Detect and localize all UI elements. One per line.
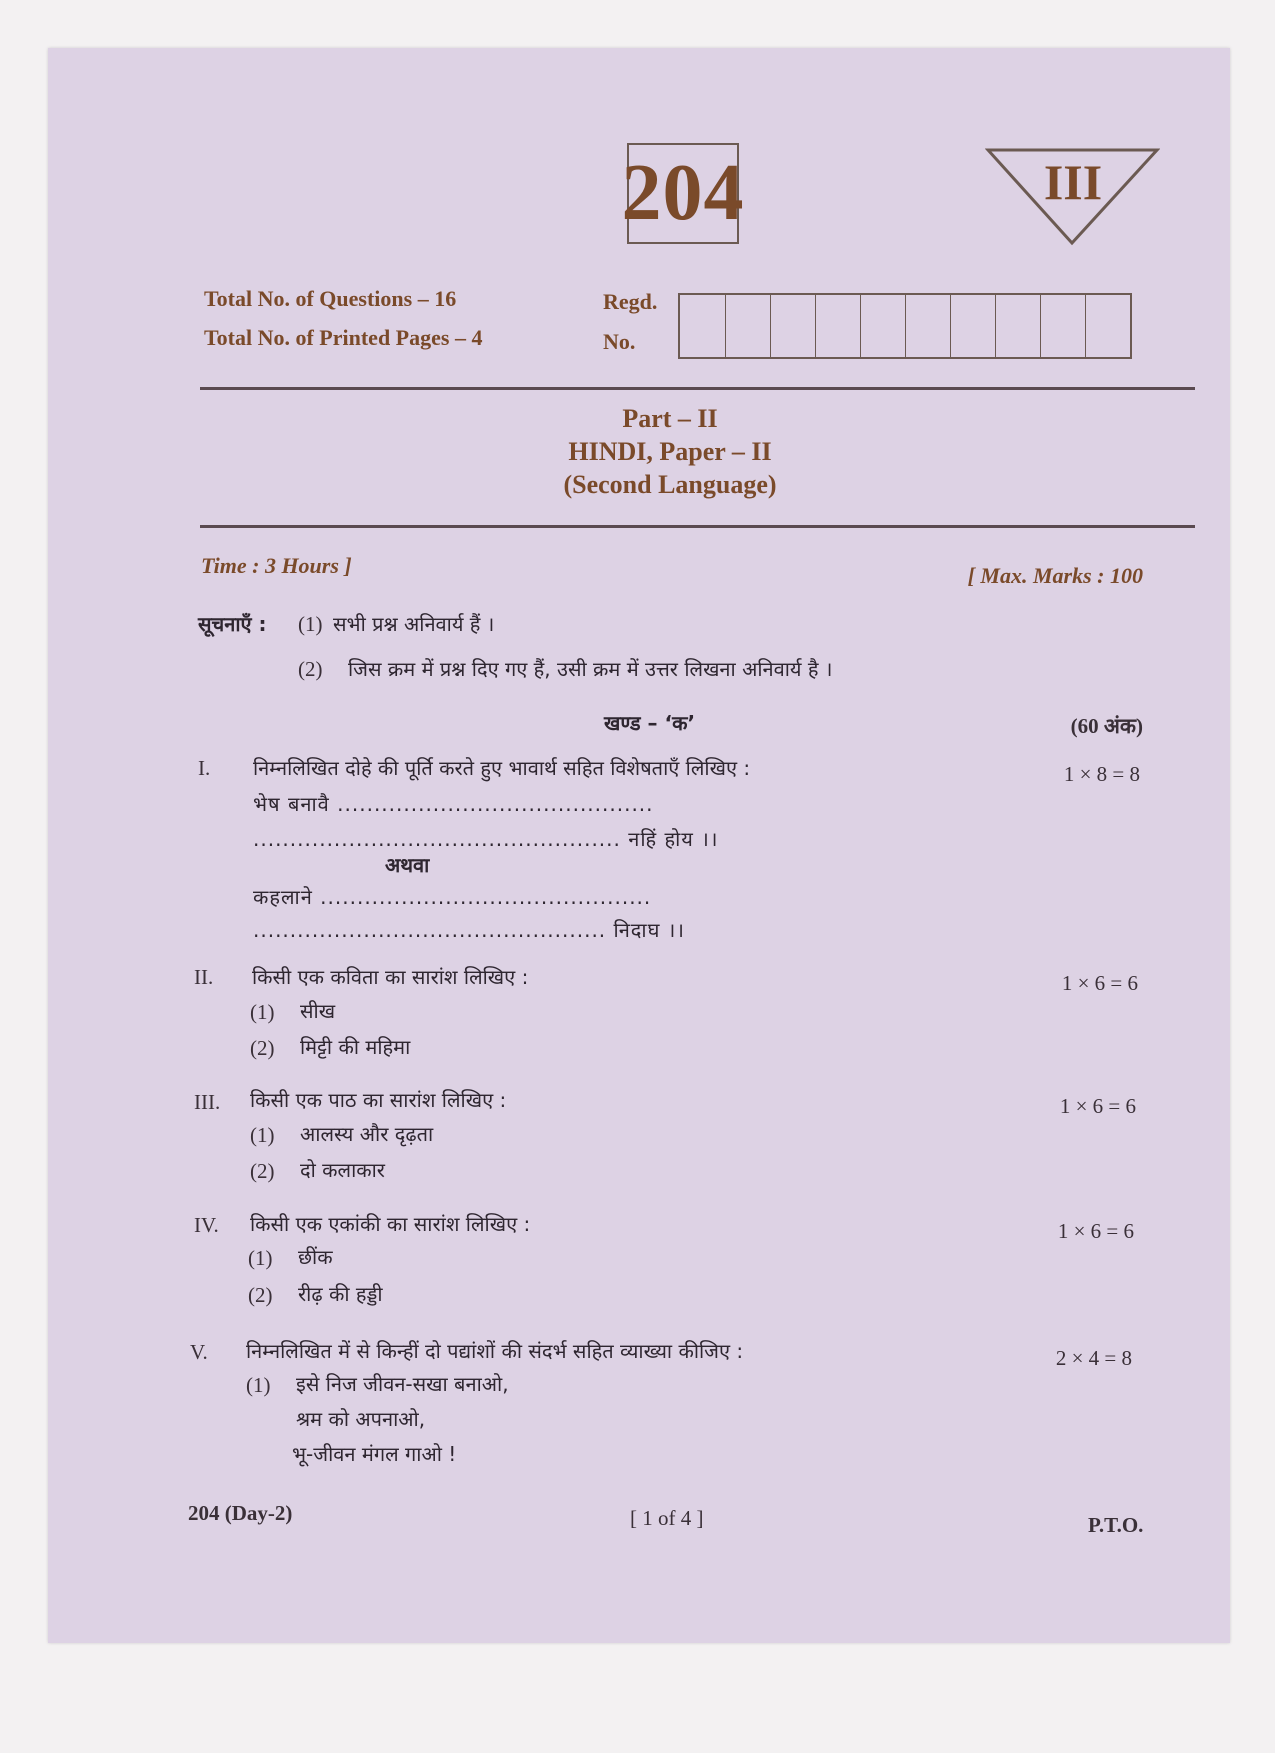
title-rule: [200, 525, 1195, 528]
verse-line: श्रम को अपनाओ,: [296, 1407, 426, 1431]
regd-cell: [1040, 295, 1085, 357]
option-number: (2): [250, 1159, 275, 1183]
option-number: (1): [248, 1246, 273, 1270]
regd-cell: [995, 295, 1040, 357]
paper-code-box: 204: [627, 143, 739, 244]
verse-line: इसे निज जीवन-सखा बनाओ,: [296, 1372, 509, 1396]
regd-number-grid: [678, 293, 1132, 359]
instruction-text: सभी प्रश्न अनिवार्य हैं ।: [333, 612, 495, 636]
verse-line: भू-जीवन मंगल गाओ !: [292, 1442, 457, 1466]
question-text: किसी एक एकांकी का सारांश लिखिए :: [250, 1212, 531, 1236]
option-number: (2): [248, 1283, 273, 1307]
regd-label: Regd.: [603, 289, 658, 314]
option-text: सीख: [300, 999, 336, 1023]
max-marks-label: [ Max. Marks : 100: [967, 563, 1143, 588]
question-number: V.: [190, 1340, 208, 1364]
question-text: निम्नलिखित दोहे की पूर्ति करते हुए भावार्थ सहित विशेषताएँ लिखिए :: [253, 756, 751, 780]
question-text: किसी एक पाठ का सारांश लिखिए :: [250, 1088, 507, 1112]
or-label: अथवा: [385, 853, 430, 877]
regd-cell: [770, 295, 815, 357]
regd-cell: [860, 295, 905, 357]
option-text: मिट्टी की महिमा: [300, 1035, 411, 1059]
option-text: दो कलाकार: [300, 1158, 385, 1182]
option-text: रीढ़ की हड्डी: [298, 1282, 383, 1306]
section-title: खण्ड – ‘क’: [604, 711, 696, 735]
couplet-line: कहलाने .............................................: [253, 885, 652, 909]
question-text: निम्नलिखित में से किन्हीं दो पद्यांशों की संदर्भ सहित व्याख्या कीजिए :: [246, 1339, 744, 1363]
question-number: II.: [194, 965, 214, 989]
page-number: [ 1 of 4 ]: [630, 1506, 704, 1530]
set-label: III: [1043, 154, 1103, 210]
option-number: (1): [250, 1000, 275, 1024]
option-text: छींक: [298, 1245, 333, 1269]
couplet-line: भेष बनावै ...........................................: [253, 792, 654, 816]
regd-cell: [680, 295, 725, 357]
instruction-num: (1): [298, 612, 323, 636]
language-title: (Second Language): [563, 470, 777, 499]
question-number: III.: [194, 1090, 221, 1114]
question-marks: 1 × 6 = 6: [1061, 971, 1138, 995]
regd-cell: [725, 295, 770, 357]
instructions-label: सूचनाएँ :: [198, 612, 267, 636]
question-number: IV.: [194, 1213, 219, 1237]
couplet-line: ................................................ निदाघ ।।: [253, 918, 685, 942]
subject-title: HINDI, Paper – II: [568, 437, 772, 466]
option-number: (1): [246, 1373, 271, 1397]
total-questions: Total No. of Questions – 16: [204, 286, 457, 311]
no-label: No.: [603, 329, 636, 354]
question-text: किसी एक कविता का सारांश लिखिए :: [252, 965, 529, 989]
question-marks: 1 × 6 = 6: [1059, 1094, 1136, 1118]
regd-cell: [905, 295, 950, 357]
option-number: (1): [250, 1123, 275, 1147]
question-marks: 1 × 6 = 6: [1057, 1219, 1134, 1243]
section-marks: (60 अंक): [1070, 714, 1143, 738]
instruction-num: (2): [298, 657, 323, 681]
question-number: I.: [198, 756, 211, 780]
regd-cell: [815, 295, 860, 357]
header-rule: [200, 387, 1195, 390]
option-text: आलस्य और दृढ़ता: [300, 1122, 434, 1146]
couplet-line: .................................................. नहिं होय ।।: [253, 827, 719, 851]
part-title: Part – II: [622, 404, 718, 433]
instruction-text: जिस क्रम में प्रश्न दिए गए हैं, उसी क्रम में उत्तर लिखना अनिवार्य है ।: [348, 657, 833, 681]
time-label: Time : 3 Hours ]: [201, 553, 352, 578]
total-pages: Total No. of Printed Pages – 4: [204, 325, 483, 350]
footer-code: 204 (Day-2): [188, 1501, 293, 1525]
question-marks: 2 × 4 = 8: [1055, 1346, 1132, 1370]
option-number: (2): [250, 1036, 275, 1060]
question-marks: 1 × 8 = 8: [1063, 762, 1140, 786]
regd-cell: [1085, 295, 1130, 357]
regd-cell: [950, 295, 995, 357]
pto-label: P.T.O.: [1088, 1513, 1144, 1537]
